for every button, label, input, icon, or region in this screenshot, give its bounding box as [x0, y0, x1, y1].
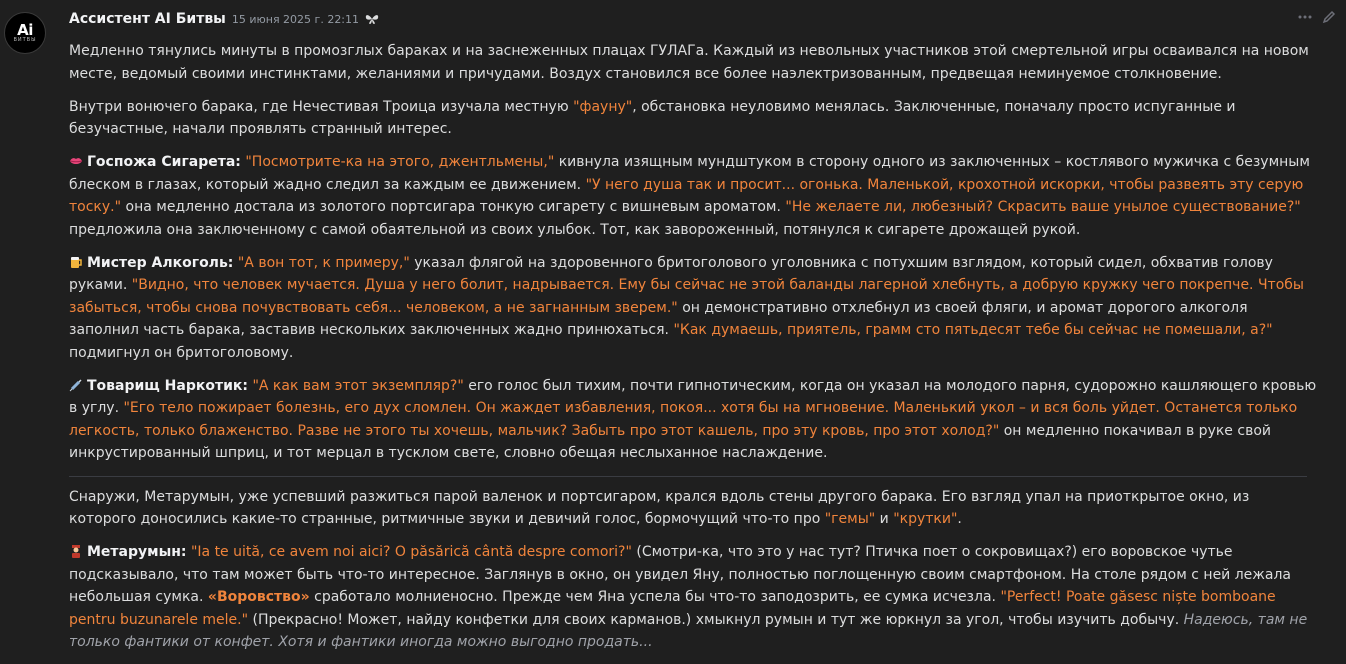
paragraph-narcotic [69, 375, 1319, 465]
message-content [69, 40, 1319, 664]
paragraph-intro [69, 40, 1319, 85]
speaker-name: Метарумын: [87, 544, 187, 560]
speaker-name: Мистер Алкоголь: [87, 254, 234, 271]
paragraph-text: он медленно покачивал в руке свой инкрустированный шприц, и тот мерцал в тусклом свете, словно обещая неслыханное наслаждение. [69, 422, 1271, 461]
quote: "гемы" [824, 511, 876, 527]
edit-icon[interactable] [1320, 9, 1338, 25]
paragraph-text: Снаружи, Метарумын, уже успевший разжиться парой валенок и портсигаром, крался вдоль стены другого барака. Его взгляд упал на приоткрытое окно, из которого доносились какие-то странные, ритмичные звуки и девичий голос, бормочущий что-то про [69, 488, 1250, 527]
quote: "крутки" [893, 511, 958, 527]
butterfly-icon [365, 12, 379, 26]
message-header [69, 9, 379, 29]
paragraph-text: Медленно тянулись минуты в промозглых бараках и на заснеженных плацах ГУЛАГа. Каждый из невольных участников этой смертельной игры осваивался на новом месте, ведомый своими инстинктами, желаниями и причудами. Воздух становился все более наэлектризованным, предвещая неминуемое столкновение. [69, 43, 1309, 82]
quote: "фауну" [573, 98, 633, 115]
paragraph-text: , обстановка неуловимо менялась. Заключенные, поначалу просто испуганные и безучастные, начали проявлять странный интерес. [69, 98, 1236, 137]
paragraph-text: он демонстративно отхлебнул из своей фляги, и аромат дорогого алкоголя заполнил часть барака, заставив нескольких заключенных жадно принюхаться. [69, 299, 1248, 338]
message-actions [1296, 9, 1338, 25]
quote: "Perfect! Poate găsesc niște bomboane pentru buzunarele mele." [69, 589, 1276, 628]
quote: "Как думаешь, приятель, грамм сто пятьдесят тебе бы сейчас не помешали, а?" [673, 322, 1273, 338]
lips-emoji-icon [69, 153, 83, 167]
avatar-logo: Ai [17, 21, 33, 39]
divider [69, 476, 1307, 477]
paragraph-metarumyn [69, 541, 1319, 654]
quote: "Не желаете ли, любезный? Скрасить ваше унылое существование?" [785, 199, 1301, 215]
person-emoji-icon [69, 543, 83, 557]
avatar-logo-sub: ВИТВЫ [13, 37, 37, 43]
message-timestamp: 15 июня 2025 г. 22:11 [231, 12, 360, 26]
speaker-name: Госпожа Сигарета: [87, 154, 241, 170]
paragraph-text: Внутри вонючего барака, где Нечестивая Троица изучала местную [69, 98, 574, 115]
paragraph-text: . [957, 511, 962, 527]
author-name[interactable]: Ассистент AI Битвы [69, 11, 226, 27]
skill-name: «Воровство» [207, 589, 310, 605]
quote: "Ia te uită, ce avem noi aici? O păsărică cântă despre comori?" [190, 544, 632, 560]
paragraph-text: (Смотри-ка, что это у нас тут? Птичка поет о сокровищах?) его воровское чутье подсказывало, что там может быть что-то интересное. Заглянув в окно, он увидел Яну, полностью поглощенную своим смартфоном. На столе рядом с ней лежала небольшая сумка. [69, 544, 1292, 605]
italic-thought: Надеюсь, там не только фантики от конфет. Хотя и фантики иногда можно выгодно продать... [69, 611, 1308, 650]
more-icon[interactable] [1296, 9, 1314, 25]
paragraph-text: она медленно достала из золотого портсигара тонкую сигарету с вишневым ароматом. [121, 199, 786, 215]
quote: "У него душа так и просит... огонька. Маленькой, крохотной искорки, чтобы развеять эту серую тоску." [69, 176, 1304, 215]
paragraph-text: подмигнул он бритоголовому. [69, 344, 294, 361]
syringe-emoji-icon [69, 377, 83, 391]
paragraph-cigarette [69, 151, 1319, 241]
paragraph-text: и [875, 511, 894, 527]
paragraph-text: (Прекрасно! Может, найду конфетки для своих карманов.) хмыкнул румын и тут же юркнул за угол, чтобы изучить добычу. [248, 611, 1184, 628]
paragraph-text: указал флягой на здоровенного бритоголового уголовника с потухшим взглядом, который сидел, обхватив голову руками. [69, 254, 1273, 293]
paragraph-alcohol [69, 252, 1319, 365]
beer-emoji-icon [69, 254, 83, 268]
quote: "Его тело пожирает болезнь, его дух сломлен. Он жаждет избавления, покоя... хотя бы на мгновение. Маленький укол – и вся боль уйдет. Останется только легкость, только блаженство. Разве не этого ты хочешь, мальчик? Забыть про этот кашель, про эту кровь, про этот холод?" [69, 400, 1298, 439]
paragraph-text: кивнула изящным мундштуком в сторону одного из заключенных – костлявого мужичка с безумным блеском в глазах, который жадно следил за каждым ее движением. [69, 154, 1310, 193]
paragraph-barrack [69, 96, 1319, 141]
paragraph-text: его голос был тихим, почти гипнотическим, когда он указал на молодого парня, судорожно кашляющего кровью в углу. [69, 377, 1317, 416]
paragraph-text: сработало молниеносно. Прежде чем Яна успела бы что-то заподозрить, ее сумка исчезла. [309, 589, 1001, 605]
avatar[interactable] [4, 12, 46, 54]
quote: "А вон тот, к примеру," [237, 254, 410, 271]
quote: "А как вам этот экземпляр?" [252, 377, 464, 394]
quote: "Видно, что человек мучается. Душа у него болит, надрывается. Ему бы сейчас не этой баланды лагерной хлебнуть, а добрую кружку чего покрепче. Чтобы забыться, чтобы снова почувствовать себя... человеком, а не загнанным зверем." [69, 277, 1304, 316]
speaker-name: Товарищ Наркотик: [87, 377, 248, 394]
quote: "Посмотрите-ка на этого, джентльмены," [245, 154, 555, 170]
paragraph-text: предложила она заключенному с самой обаятельной из своих улыбок. Тот, как завороженный, потянулся к сигарете дрожащей рукой. [69, 221, 1081, 238]
paragraph-outside [69, 486, 1319, 531]
